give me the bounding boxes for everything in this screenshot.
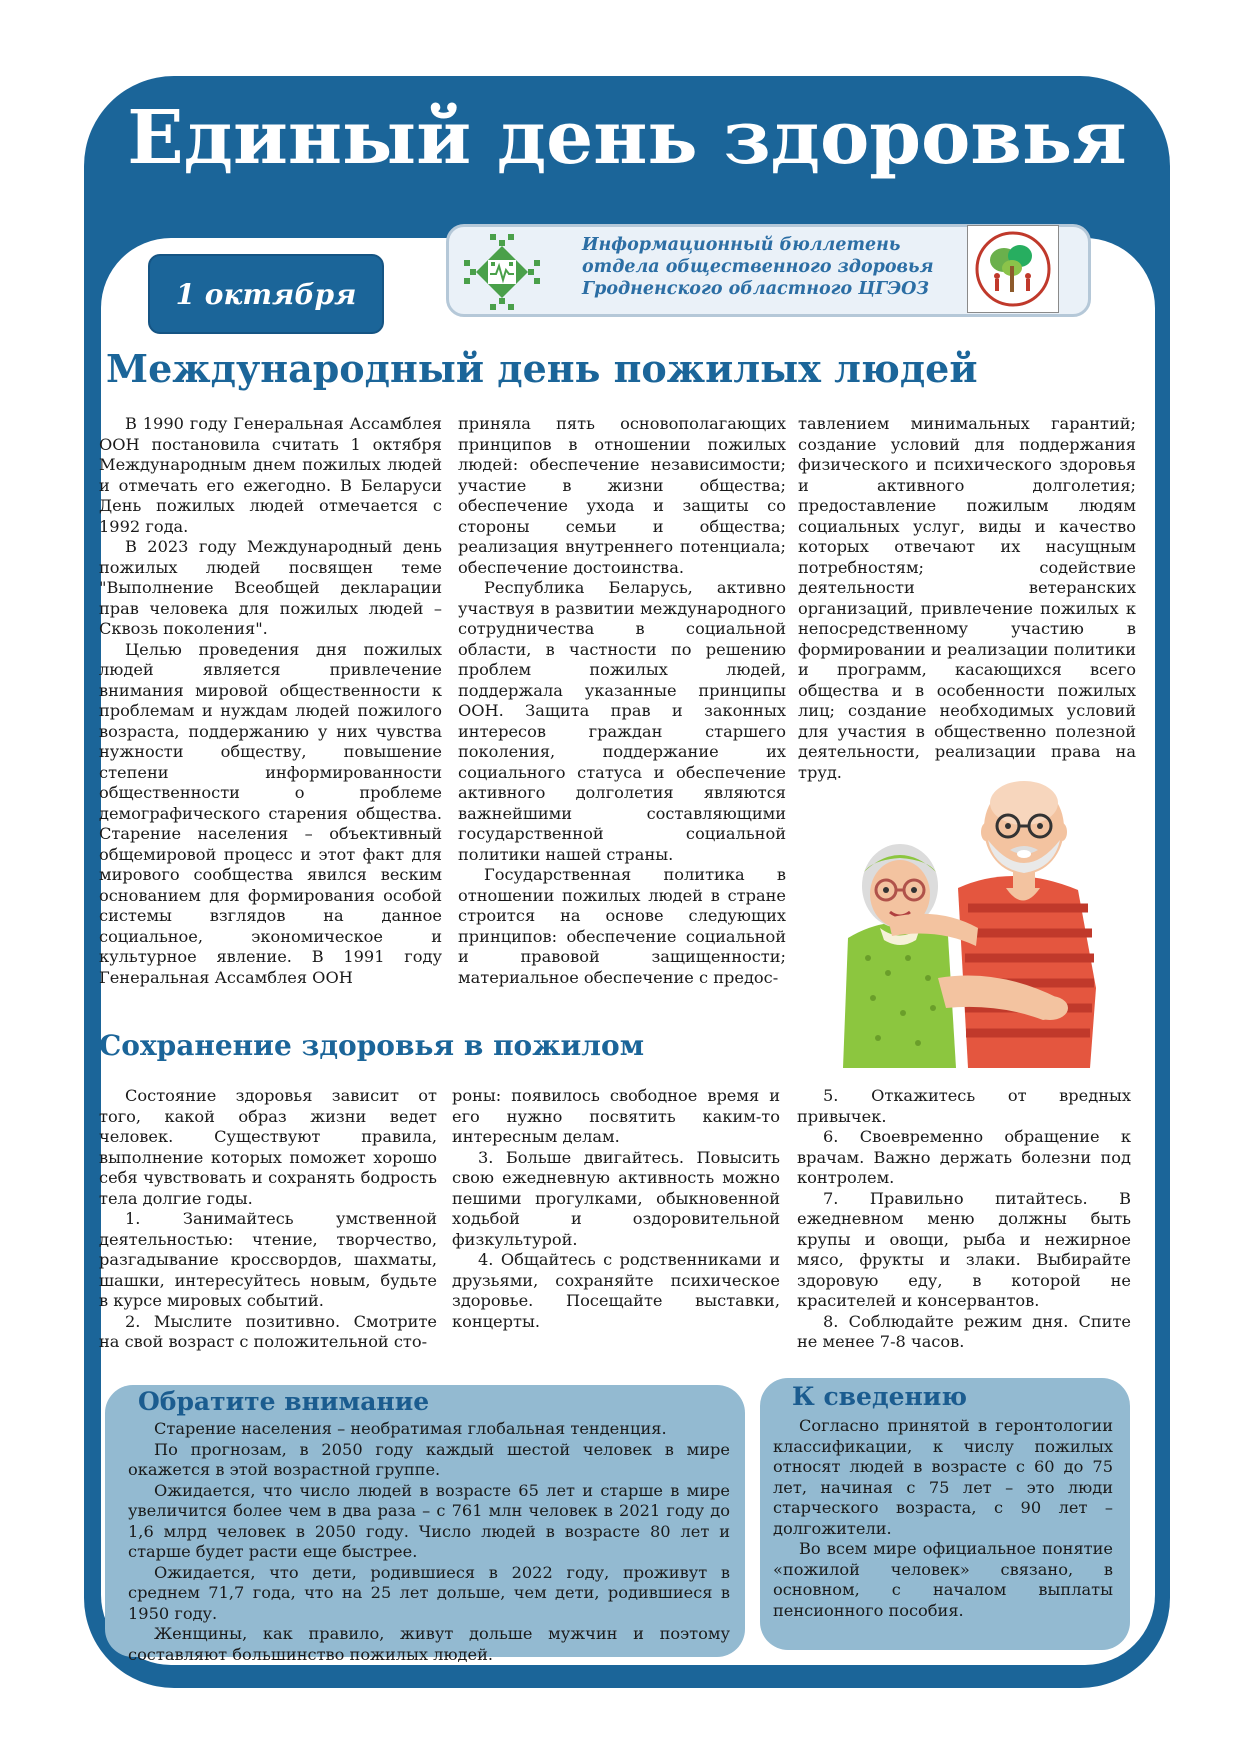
paragraph: Республика Беларусь, активно участвуя в развитии международного сотрудничества в социальной области, в частности по решению проблем пожилых людей, поддержала указанные принципы ООН. Защита прав и законных интересов граждан старшего поколения, поддержание их социального статуса и обеспечение активного долголетия являются важнейшими составляющими государственной социальной политики нашей страны. bbox=[458, 578, 786, 864]
section1-column-3 bbox=[798, 414, 1136, 783]
attention-text bbox=[128, 1419, 730, 1665]
paragraph: Целью проведения дня пожилых людей является привлечение внимания мировой общественности к проблемам и нуждам людей пожилого возраста, поддержанию у них чувства нужности обществу, повышение степени информированности общественности о проблеме демографического старения общества. Старение населения – объективный общемировой процесс и этот факт для мирового сообщества явился веским основанием для формирования особой системы взглядов на данное социальное, экономическое и культурное явление. В 1991 году Генеральная Ассамблея ООН bbox=[99, 639, 442, 987]
section-title-health: Сохранение здоровья в пожилом bbox=[99, 1029, 645, 1062]
bulletin-line-1: Информационный бюллетень bbox=[582, 235, 901, 255]
paragraph: Состояние здоровья зависит от того, какой образ жизни ведет человек. Существуют правила, выполнение которых поможет хорошо себя чувствовать и сохранять бодрость тела долгие годы. bbox=[99, 1086, 437, 1208]
paragraph: 5. Откажитесь от вредных привычек. bbox=[797, 1086, 1131, 1126]
emblem-icon bbox=[967, 225, 1059, 313]
section2-column-3 bbox=[797, 1086, 1131, 1353]
paragraph: Государственная политика в отношении пожилых людей в стране строится на основе следующих принципов: обеспечение социальной и правовой защищенности; материальное обеспечение с предос- bbox=[458, 865, 786, 987]
paragraph: 7. Правильно питайтесь. В ежедневном меню должны быть крупы и овощи, рыба и нежирное мясо, фрукты и злаки. Выбирайте здоровую еду, в которой не красителей и консервантов. bbox=[797, 1188, 1131, 1310]
elderly-couple-illustration bbox=[828, 768, 1128, 1068]
organization-logo-icon bbox=[462, 232, 542, 312]
paragraph: 4. Общайтесь с родственниками и друзьями, сохраняйте психическое здоровье. Посещайте выставки, концерты. bbox=[452, 1250, 780, 1331]
paragraph: По прогнозам, в 2050 году каждый шестой человек в мире окажется в этой возрастной группе. bbox=[128, 1439, 730, 1479]
paragraph: 8. Соблюдайте режим дня. Спите не менее 7-8 часов. bbox=[797, 1311, 1131, 1351]
paragraph: 6. Своевременно обращение к врачам. Важно держать болезни под контролем. bbox=[797, 1127, 1131, 1187]
paragraph: Ожидается, что число людей в возрасте 65 лет и старше в мире увеличится более чем в два раза – с 761 млн человек в 2021 году до 1,6 млрд человек в 2050 году. Число людей в возрасте 80 лет и старше будет расти еще быстрее. bbox=[128, 1480, 730, 1561]
paragraph: Женщины, как правило, живут дольше мужчин и поэтому составляют большинство пожилых людей. bbox=[128, 1624, 730, 1664]
paragraph: 3. Больше двигайтесь. Повысить свою ежедневную активность можно пешими прогулками, обыкновенной ходьбой и оздоровительной физкультурой. bbox=[452, 1147, 780, 1249]
date-badge: 1 октября bbox=[148, 254, 384, 334]
bulletin-line-3: Гродненского областного ЦГЭОЗ bbox=[582, 279, 930, 299]
paragraph: Ожидается, что дети, родившиеся в 2022 году, проживут в среднем 71,7 года, что на 25 лет дольше, чем дети, родившиеся в 1950 году. bbox=[128, 1562, 730, 1623]
section1-column-2 bbox=[458, 414, 786, 988]
info-text bbox=[773, 1416, 1113, 1621]
main-title: Единый день здоровья bbox=[127, 95, 1127, 181]
attention-title: Обратите внимание bbox=[138, 1387, 430, 1416]
paragraph: 2. Мыслите позитивно. Смотрите на свой возраст с положительной сто- bbox=[99, 1311, 437, 1351]
section-title-elderly-day: Международный день пожилых людей bbox=[106, 346, 978, 391]
section2-column-1 bbox=[99, 1086, 437, 1353]
section1-column-1 bbox=[99, 414, 442, 988]
section2-column-2 bbox=[452, 1086, 780, 1332]
paragraph: приняла пять основополагающих принципов в отношении пожилых людей: обеспечение независимости; участие в жизни общества; обеспечение ухода и защиты со стороны семьи и общества; реализация внутреннего потенциала; обеспечение достоинства. bbox=[458, 414, 786, 577]
paragraph: тавлением минимальных гарантий; создание условий для поддержания физического и психического здоровья и активного долголетия; предоставление пожилым людям социальных услуг, виды и качество которых отвечают их насущным потребностям; содействие деятельности ветеранских организаций, привлечение пожилых к непосредственному участию в формировании и реализации политики и программ, касающихся всего общества и в особенности пожилых лиц; создание необходимых условий для участия в общественно полезной деятельности, реализации права на труд. bbox=[798, 414, 1136, 782]
paragraph: Согласно принятой в геронтологии классификации, к числу пожилых относят людей в возрасте с 60 до 75 лет, начиная с 75 лет – это люди старческого возраста, с 90 лет – долгожители. bbox=[773, 1416, 1113, 1538]
paragraph: 1. Занимайтесь умственной деятельностью: чтение, творчество, разгадывание кроссвордов, шахматы, шашки, интересуйтесь новым, будьте в курсе мировых событий. bbox=[99, 1209, 437, 1310]
paragraph: В 2023 году Международный день пожилых людей посвящен теме "Выполнение Всеобщей декларации прав человека для пожилых людей – Сквозь поколения". bbox=[99, 537, 442, 638]
bulletin-text bbox=[582, 234, 962, 300]
info-title: К сведению bbox=[792, 1382, 967, 1411]
paragraph: В 1990 году Генеральная Ассамблея ООН постановила считать 1 октября Международным днем пожилых людей и отмечать его ежегодно. В Беларуси День пожилых людей отмечается с 1992 года. bbox=[99, 414, 442, 536]
paragraph: Старение населения – необратимая глобальная тенденция. bbox=[154, 1419, 667, 1438]
paragraph: роны: появилось свободное время и его нужно посвятить каким-то интересным делам. bbox=[452, 1086, 780, 1146]
bulletin-line-2: отдела общественного здоровья bbox=[582, 257, 934, 277]
paragraph: Во всем мире официальное понятие «пожилой человек» связано, в основном, с началом выплаты пенсионного пособия. bbox=[773, 1539, 1113, 1620]
